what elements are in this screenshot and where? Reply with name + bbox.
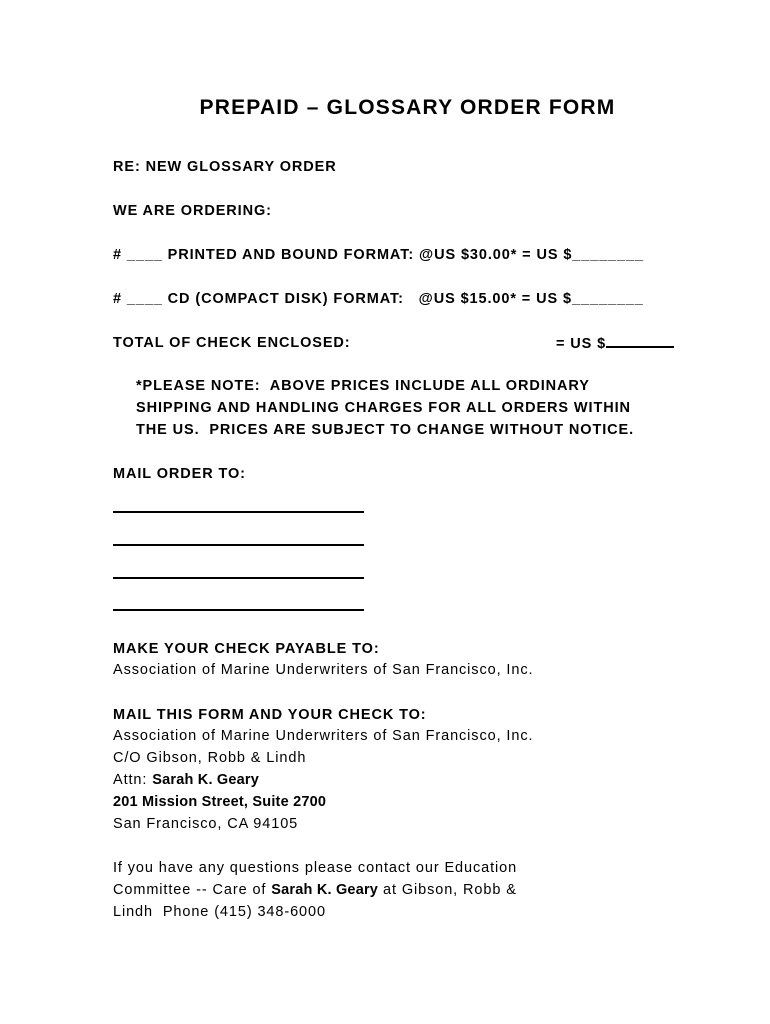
- mail-form-label: MAIL THIS FORM AND YOUR CHECK TO:: [113, 707, 427, 723]
- address-blank-4: [113, 609, 364, 611]
- order-line-printed: # ____ PRINTED AND BOUND FORMAT: @US $30.00* = US $________: [113, 247, 645, 263]
- contact-line2: [113, 881, 517, 899]
- re-line: RE: NEW GLOSSARY ORDER: [113, 159, 337, 175]
- order-line-cd: # ____ CD (COMPACT DISK) FORMAT: @US $15.00* = US $________: [113, 291, 644, 307]
- ordering-label: WE ARE ORDERING:: [113, 203, 272, 219]
- note-line-3: THE US. PRICES ARE SUBJECT TO CHANGE WITHOUT NOTICE.: [136, 422, 635, 438]
- address-blank-2: [113, 544, 364, 546]
- contact-suffix: at Gibson, Robb &: [378, 882, 517, 898]
- mail-form-street: 201 Mission Street, Suite 2700: [113, 794, 327, 810]
- attn-prefix: Attn:: [113, 772, 153, 788]
- contact-prefix: Committee -- Care of: [113, 882, 272, 898]
- total-amount-text: = US $: [556, 336, 607, 352]
- address-blank-3: [113, 577, 364, 579]
- payable-name: Association of Marine Underwriters of San Francisco, Inc.: [113, 662, 534, 678]
- note-line-1: *PLEASE NOTE: ABOVE PRICES INCLUDE ALL ORDINARY: [136, 378, 590, 394]
- total-amount: [556, 334, 674, 353]
- mail-order-label: MAIL ORDER TO:: [113, 466, 246, 482]
- form-title: PREPAID – GLOSSARY ORDER FORM: [199, 96, 616, 119]
- note-line-2: SHIPPING AND HANDLING CHARGES FOR ALL ORDERS WITHIN: [136, 400, 631, 416]
- mail-form-line1: Association of Marine Underwriters of San Francisco, Inc.: [113, 728, 534, 744]
- total-amount-blank: [606, 334, 674, 348]
- contact-line3: Lindh Phone (415) 348-6000: [113, 904, 326, 920]
- contact-line1: If you have any questions please contact our Education: [113, 860, 518, 876]
- contact-name: Sarah K. Geary: [271, 882, 379, 898]
- payable-label: MAKE YOUR CHECK PAYABLE TO:: [113, 641, 380, 657]
- attn-name: Sarah K. Geary: [152, 772, 260, 788]
- mail-form-line2: C/O Gibson, Robb & Lindh: [113, 750, 307, 766]
- mail-form-attn: [113, 771, 259, 789]
- address-blank-1: [113, 511, 364, 513]
- mail-form-city: San Francisco, CA 94105: [113, 816, 299, 832]
- total-label: TOTAL OF CHECK ENCLOSED:: [113, 335, 351, 351]
